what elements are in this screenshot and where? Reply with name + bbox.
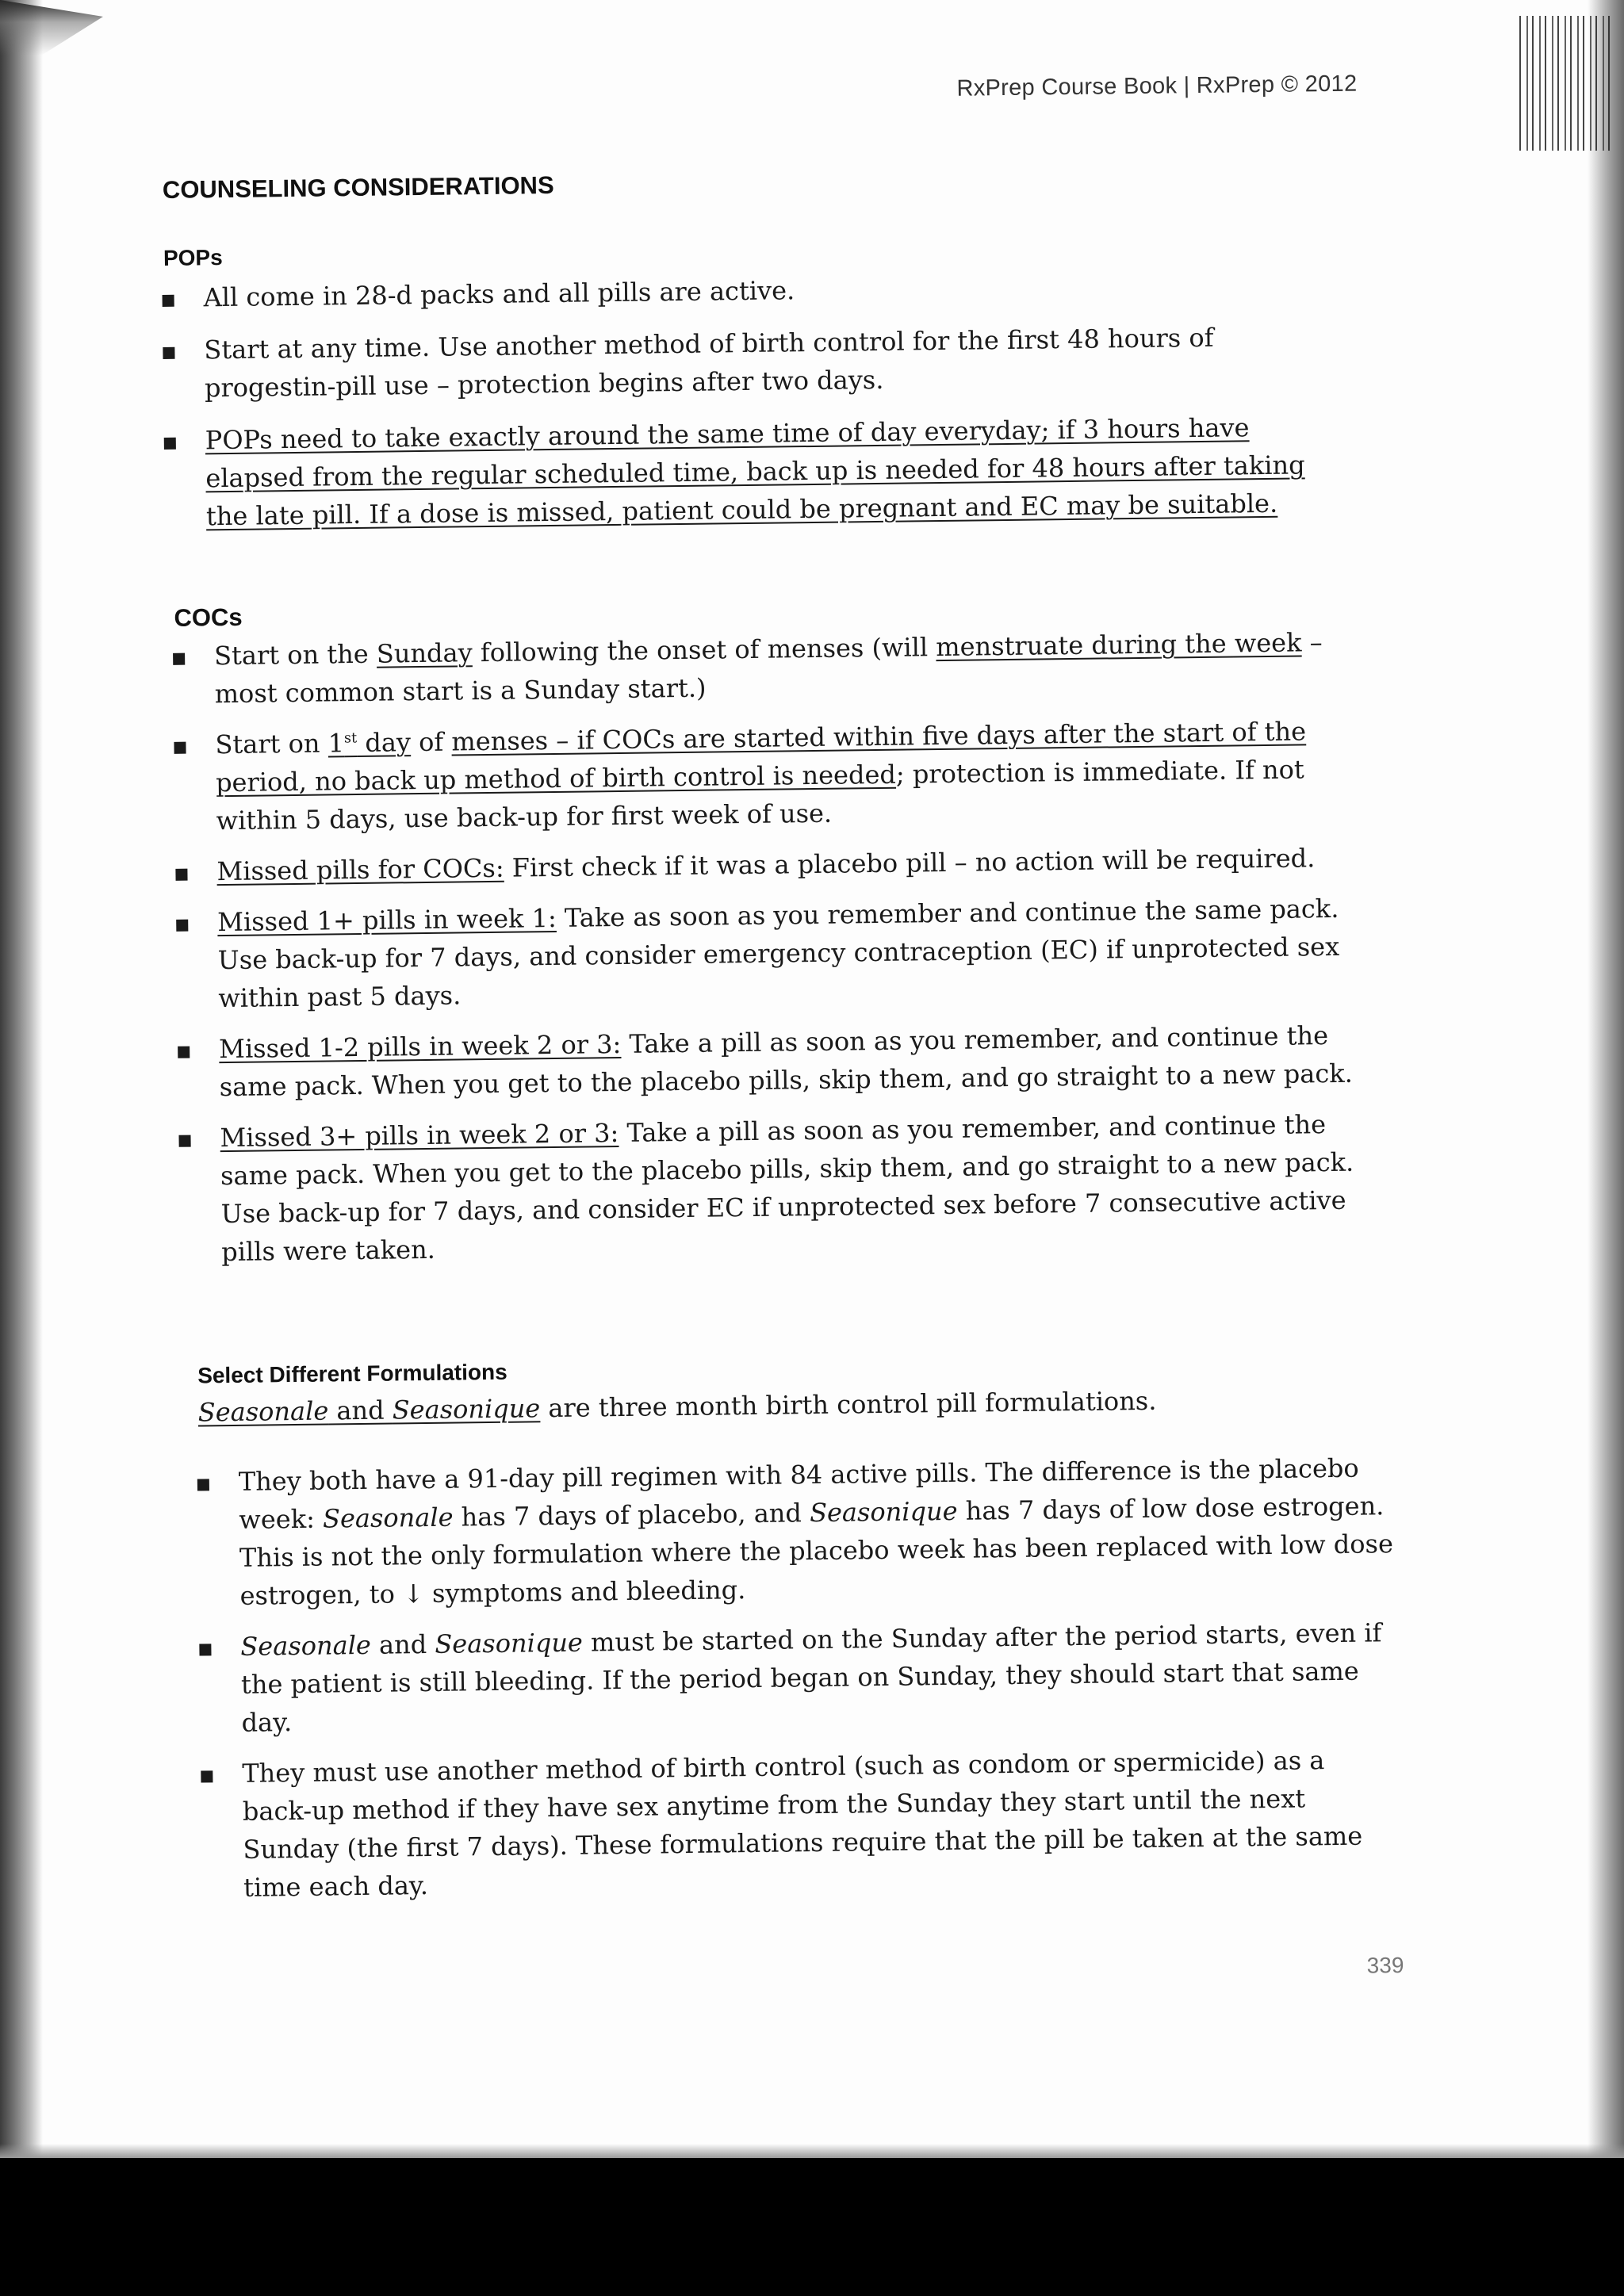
item-text-underlined: POPs need to take exactly around the same time of day everyday; if 3 hours have elapsed from the regular scheduled time, back up is needed for 48 hours after taking the late pill. If a dose is missed, patient could be pregnant and EC may be suitable. <box>205 412 1305 532</box>
list-item <box>217 889 1375 1017</box>
item-text: All come in 28-d packs and all pills are active. <box>203 275 795 313</box>
page-number: 339 <box>1366 1953 1404 1978</box>
list-item <box>219 1016 1376 1106</box>
item-text: They both have a 91-day pill regimen with 84 active pills. The difference is the placebo week: <box>238 1452 1359 1535</box>
left-binding-shadow <box>0 0 43 2158</box>
item-label: Missed 1-2 pills in week 2 or 3: <box>218 1028 622 1065</box>
item-text: has 7 days of placebo, and <box>453 1498 810 1533</box>
bullet-square-icon <box>173 653 185 665</box>
bottom-edge-shadow <box>0 2144 1624 2158</box>
bullet-square-icon <box>176 920 188 932</box>
select-list <box>239 1448 1398 1907</box>
cocs-list <box>214 622 1378 1271</box>
drug-name: Seasonique <box>809 1495 958 1529</box>
list-item <box>220 1104 1377 1271</box>
list-item <box>214 622 1371 713</box>
bullet-square-icon <box>201 1770 213 1782</box>
list-item <box>215 711 1373 840</box>
item-text: of <box>410 726 452 758</box>
item-text: and <box>328 1395 393 1426</box>
select-formulations-heading: Select Different Formulations <box>197 1359 508 1388</box>
scan-edge-marks <box>1519 16 1614 151</box>
bullet-square-icon <box>178 1135 190 1147</box>
page-corner-fold <box>0 0 103 55</box>
bullet-square-icon <box>163 295 174 307</box>
running-header: RxPrep Course Book | RxPrep © 2012 <box>956 71 1358 101</box>
item-text: Take a pill as soon as you remember, and continue the same pack. When you get to the placebo pills, skip them, and go straight to a new pack. <box>219 1020 1354 1103</box>
drug-name: Seasonique <box>392 1393 541 1425</box>
drug-name: Seasonale <box>240 1629 372 1662</box>
ordinal-number: 1 <box>327 728 345 759</box>
bullet-square-icon <box>174 742 186 754</box>
bullet-square-icon <box>163 347 174 359</box>
item-text: are three month birth control pill formulations. <box>540 1385 1157 1424</box>
select-intro <box>197 1380 1347 1432</box>
underlined-term <box>327 727 411 758</box>
item-label: Missed pills for COCs: <box>216 852 504 887</box>
item-text: They must use another method of birth control (such as condom or spermicide) as a back-up method if they have sex anytime from the Sunday they start until the next Sunday (the first 7 days). These formulations require that the pill be taken at the same time each day. <box>242 1745 1363 1903</box>
drug-name: Seasonale <box>322 1502 454 1534</box>
right-edge-shadow <box>1588 0 1624 2158</box>
underlined-term: menses – if COCs are started within five days after the start of the period, no back up method of birth control is needed <box>215 716 1307 798</box>
list-item <box>242 1740 1397 1907</box>
item-label: Missed 1+ pills in week 1: <box>216 902 557 938</box>
ordinal-word: day <box>356 727 412 759</box>
ordinal-suffix: st <box>343 730 358 747</box>
underlined-term: Sunday <box>376 637 473 669</box>
item-text: – most common start is a Sunday start.) <box>214 627 1323 710</box>
main-heading: COUNSELING CONSIDERATIONS <box>162 170 554 204</box>
bullet-square-icon <box>178 1047 190 1058</box>
item-label: Missed 3+ pills in week 2 or 3: <box>220 1118 619 1154</box>
bullet-square-icon <box>164 438 176 450</box>
item-text: Take as soon as you remember and continue the same pack. Use back-up for 7 days, and consider emergency contraception (EC) if unprotected sex within past 5 days. <box>217 893 1340 1014</box>
item-text: Start at any time. Use another method of birth control for the first 48 hours of progestin-pill use – protection begins after two days. <box>204 322 1214 404</box>
list-item <box>216 838 1373 890</box>
pops-heading: POPs <box>163 245 223 270</box>
item-text: must be started on the Sunday after the period starts, even if the patient is still bleeding. If the period began on Sunday, they should start that same day. <box>240 1617 1382 1738</box>
item-text: First check if it was a placebo pill – no action will be required. <box>504 843 1316 883</box>
bullet-square-icon <box>199 1644 211 1655</box>
bullet-square-icon <box>175 869 187 881</box>
item-text: has 7 days of low dose estrogen. This is not the only formulation where the placebo week has been replaced with low dose estrogen, to ↓ symptoms and bleeding. <box>239 1490 1394 1611</box>
underlined-term: menstruate during the week <box>936 627 1302 663</box>
item-text: Start on <box>215 728 328 760</box>
item-text: and <box>370 1628 435 1660</box>
list-item <box>204 317 1353 408</box>
item-text: following the onset of menses (will <box>472 632 936 668</box>
list-item <box>203 265 1351 317</box>
drug-name: Seasonale <box>197 1395 329 1428</box>
item-text: Take a pill as soon as you remember, and continue the same pack. When you get to the placebo pills, skip them, and go straight to a new pack. Use back-up for 7 days, and consider EC if unprotected sex before 7 consecutive active pills were taken. <box>220 1109 1354 1268</box>
list-item <box>239 1448 1394 1615</box>
cocs-heading: COCs <box>174 603 243 632</box>
item-text: ; protection is immediate. If not within 5 days, use back-up for first week of use. <box>216 754 1304 836</box>
list-item <box>240 1613 1396 1742</box>
drug-name: Seasonique <box>435 1627 584 1659</box>
bullet-square-icon <box>197 1479 209 1490</box>
item-text: Start on the <box>213 638 377 672</box>
list-item <box>205 408 1354 536</box>
pops-list <box>203 265 1354 536</box>
underlined-term <box>198 1393 541 1427</box>
